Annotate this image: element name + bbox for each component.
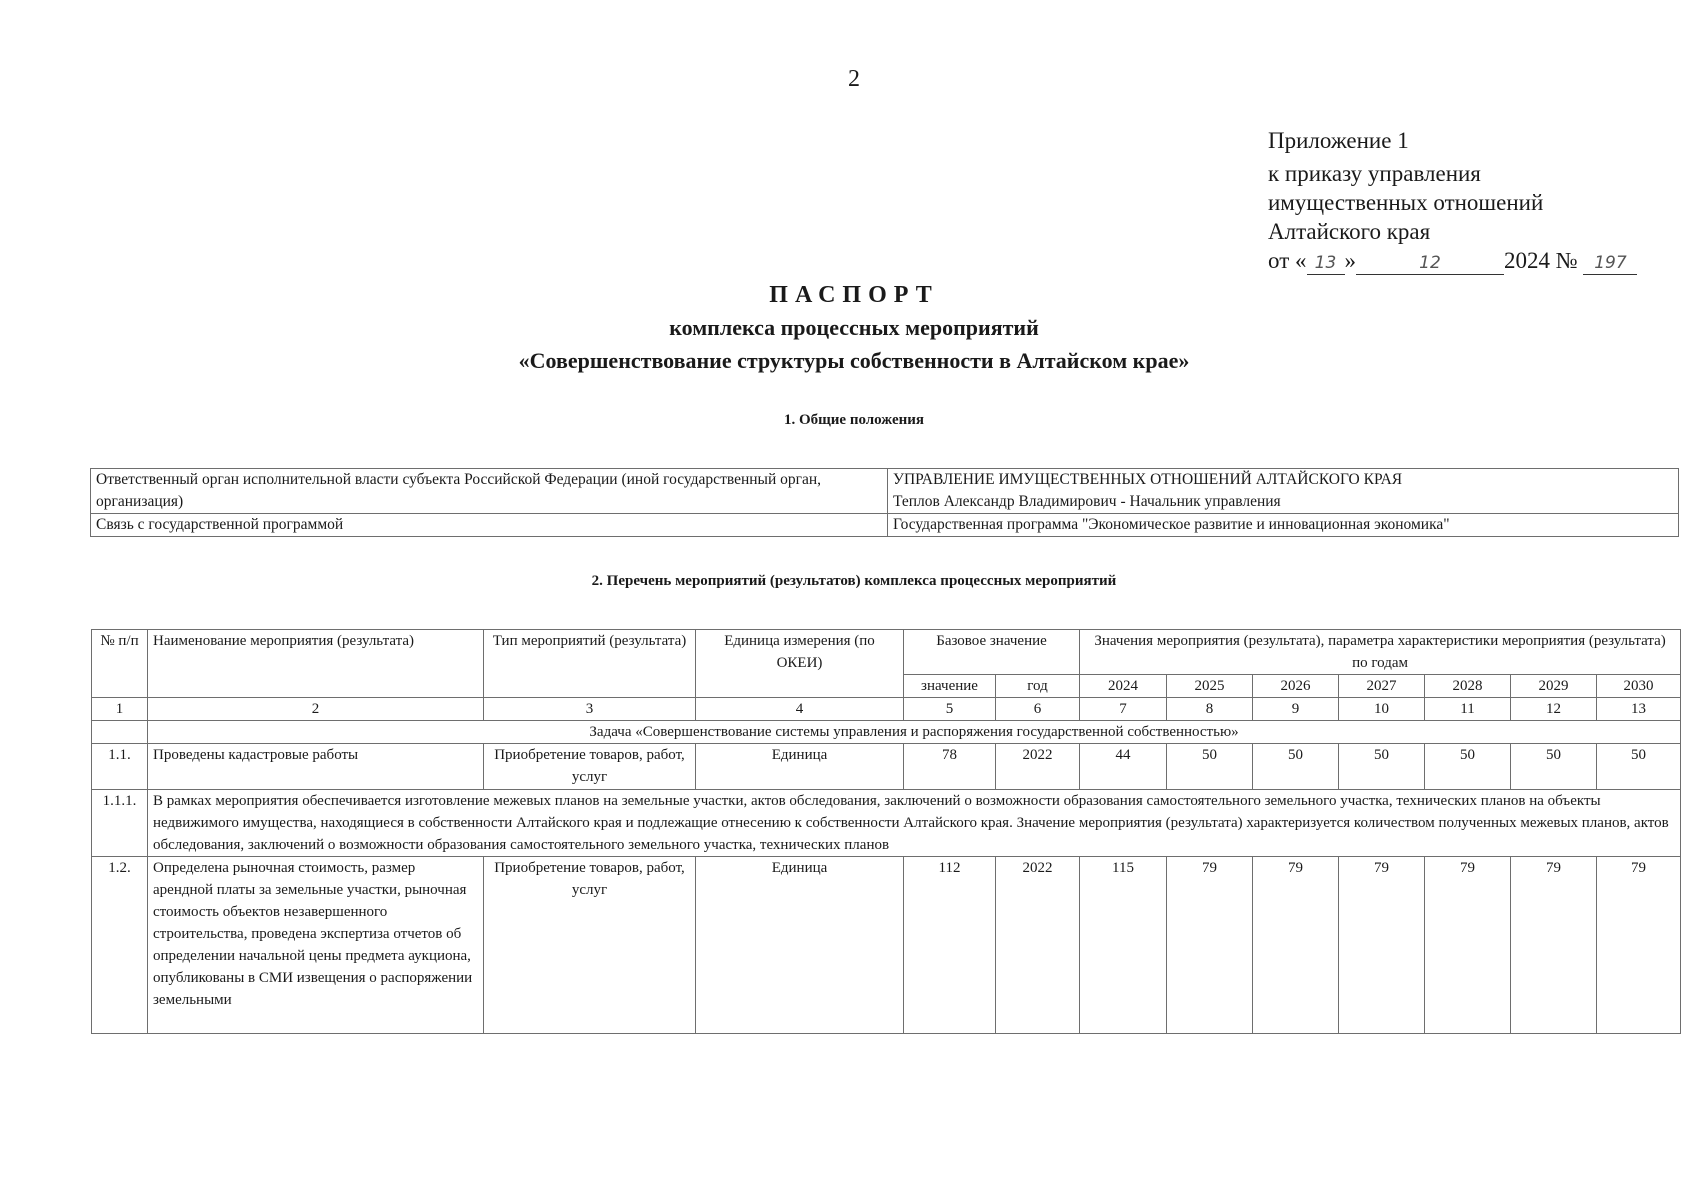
responsible-person: Теплов Александр Владимирович - Начальник управления — [893, 493, 1281, 510]
column-number: 3 — [484, 698, 696, 721]
row-num: 1.2. — [92, 857, 148, 1034]
date-prefix: от « — [1268, 248, 1307, 273]
row-type: Приобретение товаров, работ, услуг — [484, 744, 696, 790]
table-row — [92, 744, 1681, 790]
row-year-value: 50 — [1511, 744, 1597, 790]
table-row — [92, 857, 1681, 1034]
date-day: 13 — [1307, 252, 1345, 275]
document-subtitle: комплекса процессных мероприятий — [669, 315, 1039, 340]
row-year-value: 50 — [1253, 744, 1339, 790]
appendix-line-3: имущественных отношений — [1268, 190, 1544, 215]
responsible-body-label: Ответственный орган исполнительной власти субъекта Российской Федерации (иной государственный орган, организация) — [91, 469, 888, 514]
header-year: 2030 — [1597, 675, 1681, 698]
row-year-value: 50 — [1167, 744, 1253, 790]
row-name-cell — [148, 857, 484, 1034]
row-year-value: 115 — [1080, 857, 1167, 1034]
header-num: № п/п — [92, 630, 148, 698]
column-number: 4 — [696, 698, 904, 721]
page-number: 2 — [848, 66, 860, 92]
column-number: 12 — [1511, 698, 1597, 721]
column-number: 1 — [92, 698, 148, 721]
task-title: Задача «Совершенствование системы управления и распоряжения государственной собственностью» — [148, 721, 1681, 744]
program-link-value: Государственная программа "Экономическое развитие и инновационная экономика" — [888, 514, 1679, 537]
header-year: 2029 — [1511, 675, 1597, 698]
row-year-value: 79 — [1339, 857, 1425, 1034]
program-name: «Совершенствование структуры собственности в Алтайском крае» — [518, 348, 1190, 373]
row-type: Приобретение товаров, работ, услуг — [484, 857, 696, 1034]
header-type: Тип мероприятий (результата) — [484, 630, 696, 698]
date-month: 12 — [1356, 252, 1504, 275]
column-number: 9 — [1253, 698, 1339, 721]
header-year: 2028 — [1425, 675, 1511, 698]
row-base-year: 2022 — [996, 857, 1080, 1034]
header-year: 2026 — [1253, 675, 1339, 698]
column-numbers-row — [92, 698, 1681, 721]
header-name: Наименование мероприятия (результата) — [148, 630, 484, 698]
responsible-body-value — [888, 469, 1679, 514]
row-year-value: 79 — [1425, 857, 1511, 1034]
header-base-year: год — [996, 675, 1080, 698]
row-unit: Единица — [696, 857, 904, 1034]
row-year-value: 44 — [1080, 744, 1167, 790]
order-number: 197 — [1583, 252, 1637, 275]
column-number: 2 — [148, 698, 484, 721]
row-name: Определена рыночная стоимость, размер арендной платы за земельные участки, рыночная стоимость объектов незавершенного строительства, проведена экспертиза отчетов об определении начальной цены предмета аукциона, опубликованы в СМИ извещения о распоряжении земельными — [153, 860, 473, 1008]
header-year: 2027 — [1339, 675, 1425, 698]
description-row — [92, 790, 1681, 857]
row-num: 1.1. — [92, 744, 148, 790]
general-provisions-table — [90, 468, 1679, 537]
appendix-line-1: Приложение 1 — [1268, 128, 1409, 153]
appendix-date-line — [1268, 246, 1637, 275]
row-description — [148, 790, 1681, 857]
table-header-row — [92, 630, 1681, 675]
appendix-line-4: Алтайского края — [1268, 219, 1431, 244]
header-base: Базовое значение — [904, 630, 1080, 675]
section-2-heading: 2. Перечень мероприятий (результатов) комплекса процессных мероприятий — [591, 573, 1117, 589]
column-number: 10 — [1339, 698, 1425, 721]
row-year-value: 79 — [1253, 857, 1339, 1034]
date-mid: » — [1344, 248, 1356, 273]
table-row — [91, 469, 1679, 514]
program-link-label: Связь с государственной программой — [91, 514, 888, 537]
section-1-heading: 1. Общие положения — [783, 412, 925, 428]
empty-cell — [92, 721, 148, 744]
header-unit: Единица измерения (по ОКЕИ) — [696, 630, 904, 698]
row-year-value: 79 — [1167, 857, 1253, 1034]
column-number: 8 — [1167, 698, 1253, 721]
row-name: Проведены кадастровые работы — [148, 744, 484, 790]
document-title: ПАСПОРТ — [769, 282, 939, 308]
task-row — [92, 721, 1681, 744]
row-year-value: 50 — [1597, 744, 1681, 790]
row-description-text: В рамках мероприятия обеспечивается изготовление межевых планов на земельные участки, актов обследования, заключений о возможности образования самостоятельного земельного участка, технических планов на объекты недвижимого имущества, находящиеся в собственности Алтайского края и подлежащие отнесению к собственности Алтайского края. Значение мероприятия (результата) характеризуется количеством полученных межевых планов, актов обследования, заключений о возможности образования самостоятельного земельного участка, технических планов — [153, 793, 1669, 853]
row-base-year: 2022 — [996, 744, 1080, 790]
column-number: 6 — [996, 698, 1080, 721]
header-year: 2025 — [1167, 675, 1253, 698]
activities-table — [91, 629, 1681, 1034]
header-year: 2024 — [1080, 675, 1167, 698]
header-base-value: значение — [904, 675, 996, 698]
row-year-value: 79 — [1511, 857, 1597, 1034]
date-year: 2024 № — [1504, 248, 1578, 273]
column-number: 7 — [1080, 698, 1167, 721]
row-base-value: 78 — [904, 744, 996, 790]
row-year-value: 79 — [1597, 857, 1681, 1034]
appendix-block — [1268, 126, 1637, 275]
header-values-by-year: Значения мероприятия (результата), параметра характеристики мероприятия (результата) по годам — [1080, 630, 1681, 675]
row-year-value: 50 — [1339, 744, 1425, 790]
column-number: 13 — [1597, 698, 1681, 721]
column-number: 11 — [1425, 698, 1511, 721]
column-number: 5 — [904, 698, 996, 721]
row-year-value: 50 — [1425, 744, 1511, 790]
appendix-line-2: к приказу управления — [1268, 161, 1481, 186]
row-num: 1.1.1. — [92, 790, 148, 857]
row-base-value: 112 — [904, 857, 996, 1034]
table-row — [91, 514, 1679, 537]
responsible-body-name: УПРАВЛЕНИЕ ИМУЩЕСТВЕННЫХ ОТНОШЕНИЙ АЛТАЙСКОГО КРАЯ — [893, 471, 1403, 488]
row-unit: Единица — [696, 744, 904, 790]
